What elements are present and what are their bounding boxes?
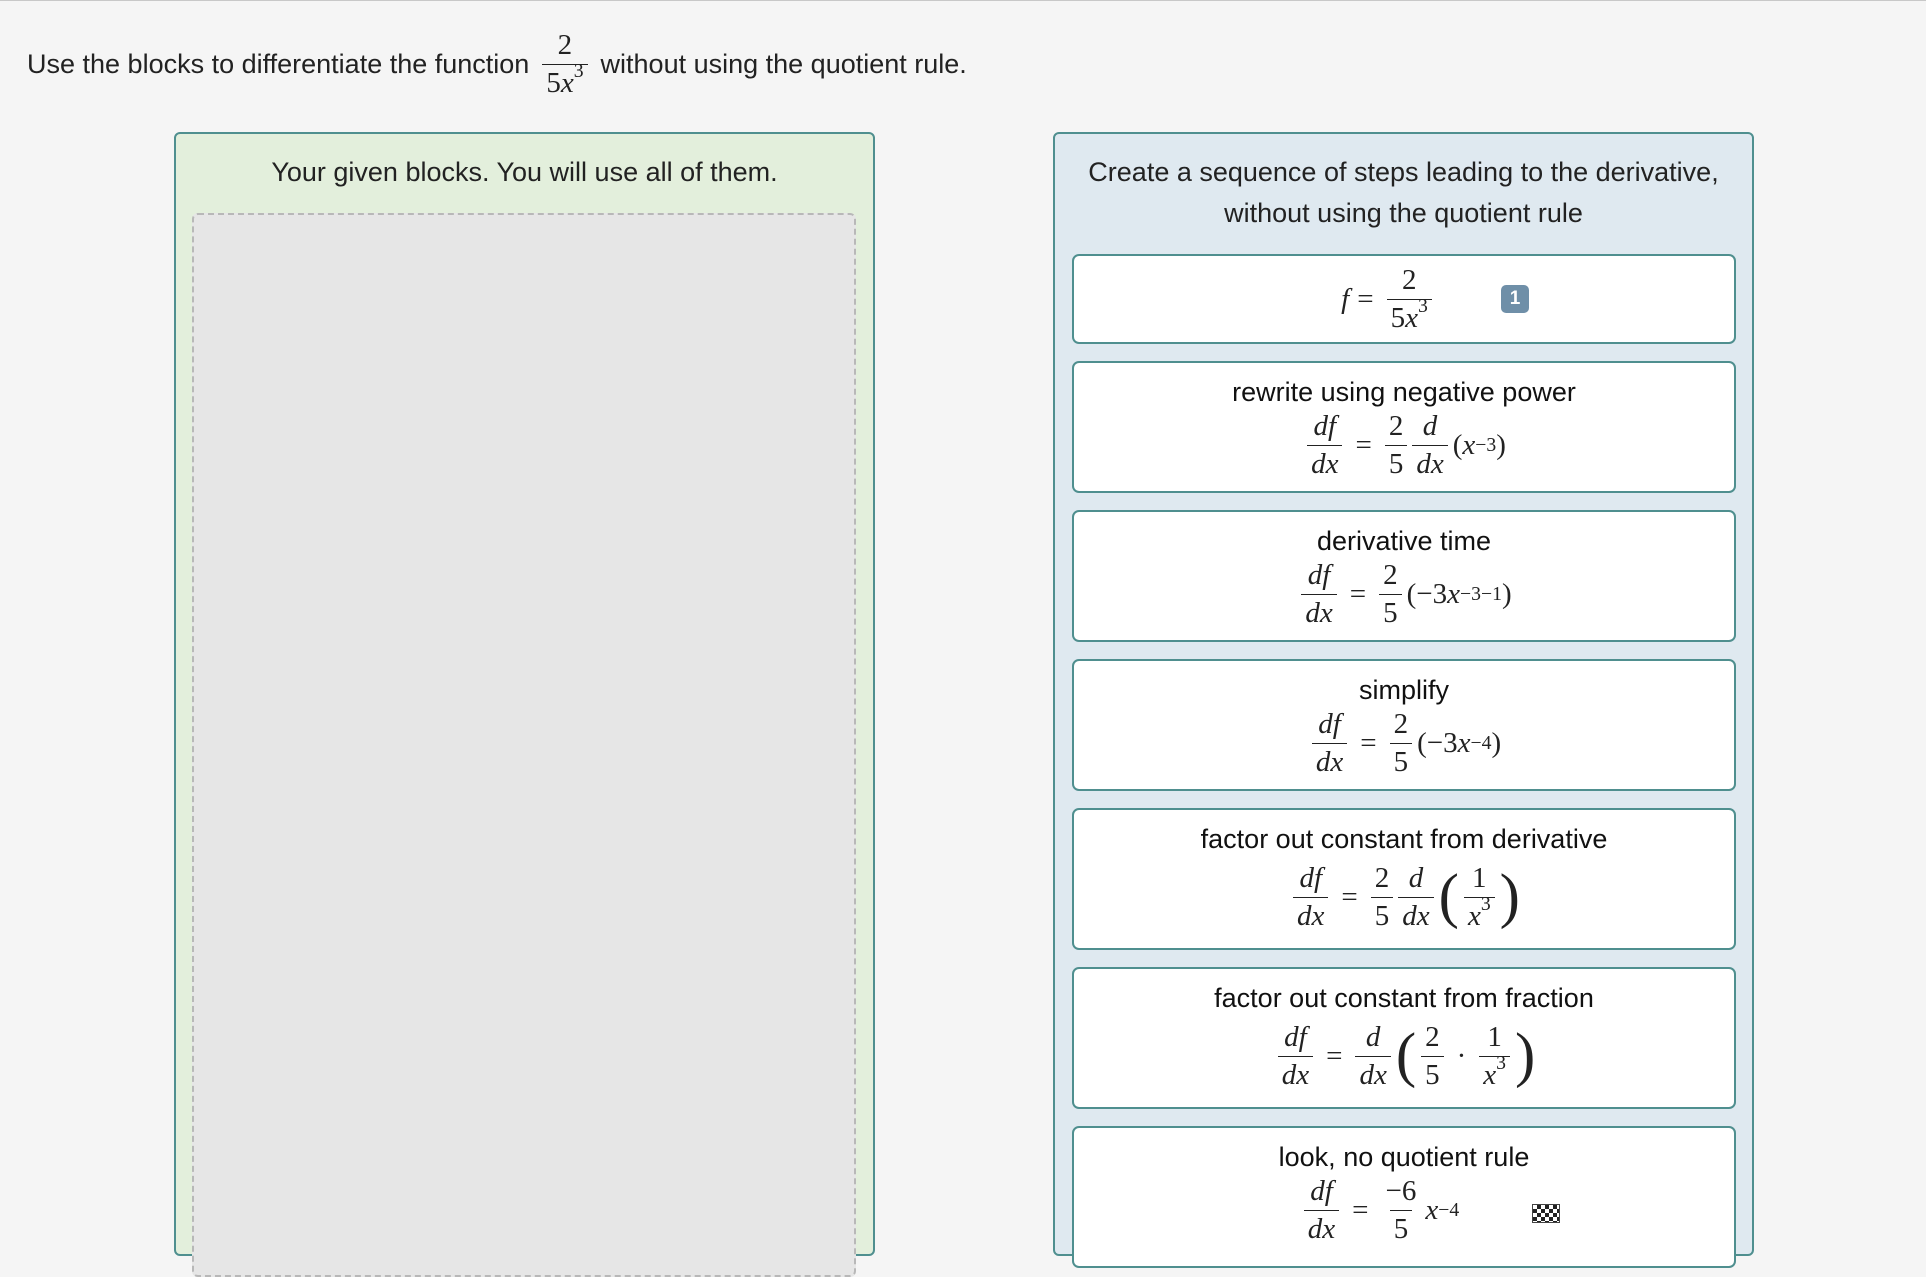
solution-block[interactable] bbox=[1072, 361, 1736, 493]
block-equation: $\frac{df}{dx}$ = $\frac{2}{5}$ $\frac{d}{dx}$ ( $\frac{1}{x^3}$ ) bbox=[1074, 854, 1734, 940]
block-equation: $\frac{df}{dx}$ = $\frac{d}{dx}$ ( $\frac{2}{5}$ · $\frac{1}{x^3}$ ) bbox=[1074, 1013, 1734, 1099]
checkered-flag-icon bbox=[1532, 1204, 1560, 1223]
block-label: look, no quotient rule bbox=[1278, 1142, 1530, 1172]
given-blocks-title: Your given blocks. You will use all of them. bbox=[271, 157, 778, 187]
solution-block[interactable] bbox=[1072, 254, 1736, 344]
given-blocks-panel bbox=[174, 132, 875, 1256]
solution-block[interactable] bbox=[1072, 967, 1736, 1109]
given-blocks-dropzone[interactable] bbox=[192, 213, 856, 1277]
prompt-function: $\frac{2}{5x^3}$ bbox=[537, 30, 592, 98]
block-label: derivative time bbox=[1316, 526, 1492, 556]
block-equation: $\frac{df}{dx}$ = $\frac{-6}{5}$ x −4 bbox=[1024, 1172, 1734, 1248]
prompt-text-after: without using the quotient rule. bbox=[600, 48, 967, 79]
solution-title: Create a sequence of steps leading to the derivative, without using the quotient rule bbox=[1088, 157, 1719, 228]
prompt-text-before: Use the blocks to differentiate the function bbox=[27, 48, 530, 79]
solution-block[interactable] bbox=[1072, 1126, 1736, 1268]
block-label: rewrite using negative power bbox=[1232, 377, 1576, 407]
step-number-badge: 1 bbox=[1501, 285, 1529, 313]
block-label: factor out constant from derivative bbox=[1200, 824, 1608, 854]
question-prompt bbox=[27, 24, 967, 104]
solution-block[interactable] bbox=[1072, 808, 1736, 950]
block-equation: $\frac{df}{dx}$ = $\frac{2}{5}$ ( −3 x −3−1 ) bbox=[1074, 556, 1734, 632]
block-equation: $\frac{df}{dx}$ = $\frac{2}{5}$ ( −3 x −4 ) bbox=[1074, 705, 1734, 781]
solution-panel bbox=[1053, 132, 1754, 1256]
block-equation: $\frac{df}{dx}$ = $\frac{2}{5}$ $\frac{d}{dx}$ ( x −3 ) bbox=[1074, 407, 1734, 483]
block-label: factor out constant from fraction bbox=[1214, 983, 1594, 1013]
solution-block[interactable] bbox=[1072, 510, 1736, 642]
solution-block[interactable] bbox=[1072, 659, 1736, 791]
block-label: simplify bbox=[1358, 675, 1449, 705]
top-border bbox=[0, 0, 1926, 1]
block-equation: f = $\frac{2}{5x^3}$ bbox=[1044, 256, 1734, 342]
